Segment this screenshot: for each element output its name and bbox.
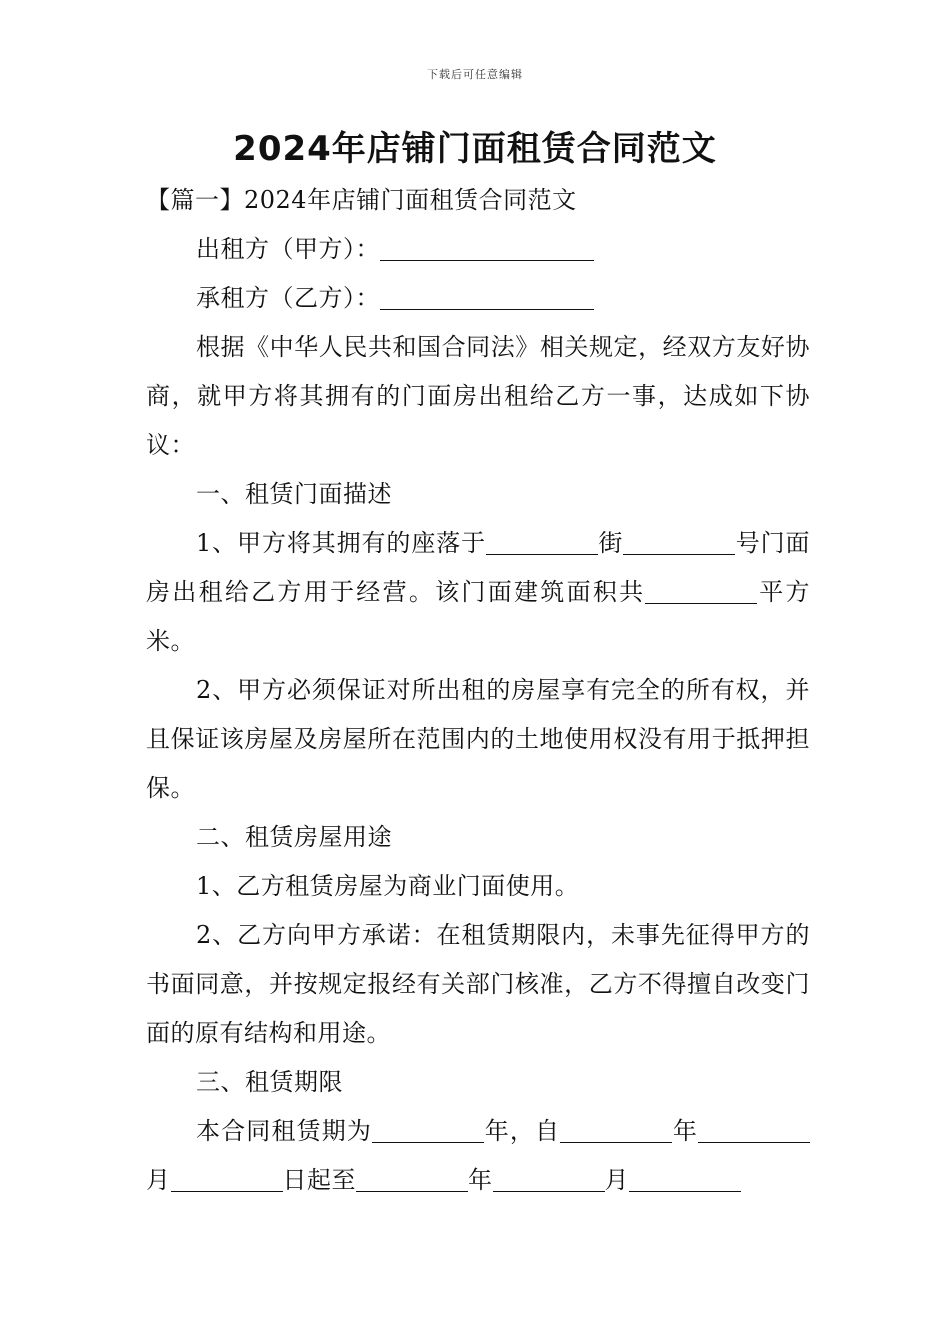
text-segment: 街 (598, 529, 624, 557)
text-segment: 本合同租赁期为 (196, 1117, 373, 1145)
header-note: 下载后可任意编辑 (427, 68, 523, 81)
section-2-item-2: 2、乙方向甲方承诺：在租赁期限内，未事先征得甲方的书面同意，并按规定报经有关部门核准，乙方不得擅自改变门面的原有结构和用途。 (146, 921, 810, 1047)
text-segment: 1、甲方将其拥有的座落于 (196, 529, 487, 557)
area-blank[interactable] (645, 579, 757, 604)
text-segment: 平方米。 (146, 578, 811, 655)
start-year-blank[interactable] (560, 1118, 672, 1143)
text-segment: 号门面房出租给乙方用于经营。该门面建筑面积共 (146, 529, 810, 606)
section-3-heading: 三、租赁期限 (196, 1068, 343, 1096)
text-segment: 月 (146, 1166, 171, 1194)
start-month-blank-cont[interactable] (786, 1118, 810, 1143)
text-segment: 年 (672, 1117, 699, 1145)
lessor-label: 出租方（甲方）： (196, 235, 380, 263)
section-3-term (146, 1107, 810, 1205)
document-body (146, 176, 810, 1205)
text-segment: 年，自 (484, 1117, 561, 1145)
start-day-blank[interactable] (171, 1167, 283, 1192)
number-blank[interactable] (623, 530, 735, 555)
text-segment: 日起至 (282, 1166, 356, 1194)
text-segment: 月 (604, 1166, 629, 1194)
end-month-blank[interactable] (493, 1167, 605, 1192)
section-2-heading: 二、租赁房屋用途 (196, 823, 392, 851)
lessee-label: 承租方（乙方）： (196, 284, 380, 312)
section-2-item-1: 1、乙方租赁房屋为商业门面使用。 (196, 872, 580, 900)
start-month-blank[interactable] (698, 1118, 786, 1143)
text-segment: 年 (468, 1166, 493, 1194)
section-1-heading: 一、租赁门面描述 (196, 480, 392, 508)
end-day-blank[interactable] (629, 1167, 741, 1192)
lessee-line (146, 274, 810, 323)
document-title: 2024年店铺门面租赁合同范文 (233, 129, 717, 169)
end-year-blank[interactable] (356, 1167, 468, 1192)
lessor-line (146, 225, 810, 274)
lessee-blank[interactable] (380, 285, 594, 310)
intro-paragraph: 根据《中华人民共和国合同法》相关规定，经双方友好协商，就甲方将其拥有的门面房出租给乙方一事，达成如下协议： (146, 333, 810, 459)
document-subtitle: 【篇一】2024年店铺门面租赁合同范文 (146, 186, 577, 214)
street-blank[interactable] (486, 530, 598, 555)
lessor-blank[interactable] (380, 236, 594, 261)
section-1-item-2: 2、甲方必须保证对所出租的房屋享有完全的所有权，并且保证该房屋及房屋所在范围内的土地使用权没有用于抵押担保。 (146, 676, 810, 802)
term-years-blank[interactable] (372, 1118, 484, 1143)
section-1-item-1 (146, 519, 810, 666)
